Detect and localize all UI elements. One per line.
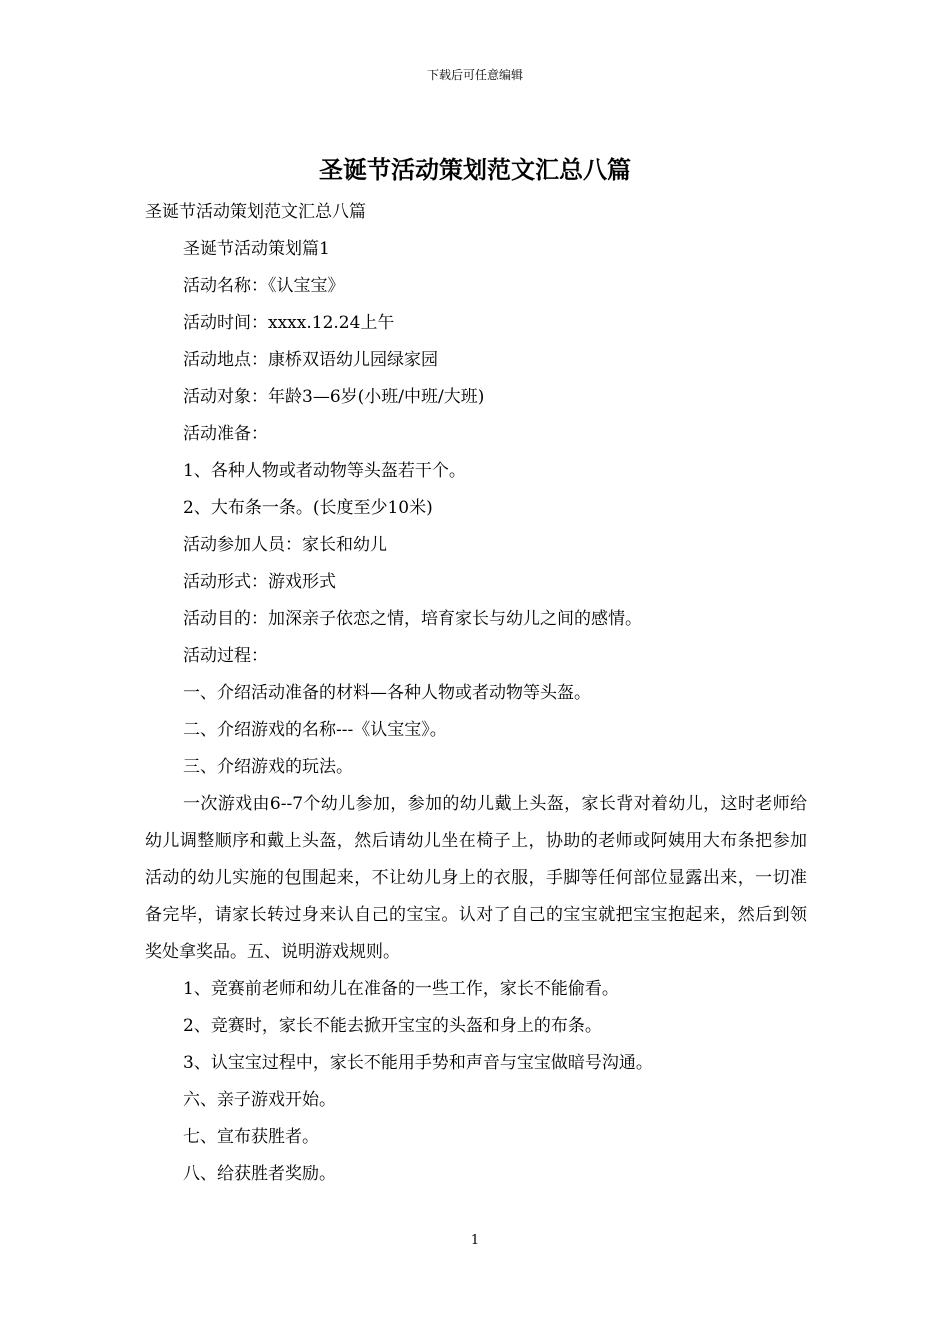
process-step: 七、宣布获胜者。: [183, 1127, 319, 1147]
rule-item: 1、竞赛前老师和幼儿在准备的一些工作，家长不能偷看。: [183, 979, 619, 999]
rule-item: 3、认宝宝过程中，家长不能用手势和声音与宝宝做暗号沟通。: [183, 1053, 653, 1073]
activity-goal: 活动目的：加深亲子依恋之情，培育家长与幼儿之间的感情。: [183, 609, 642, 629]
activity-preparation-heading: 活动准备：: [183, 424, 268, 444]
preparation-item: 1、各种人物或者动物等头盔若干个。: [183, 461, 466, 481]
process-step: 一、介绍活动准备的材料—各种人物或者动物等头盔。: [183, 683, 591, 703]
activity-process-heading: 活动过程：: [183, 646, 268, 666]
activity-name: 活动名称：《认宝宝》: [183, 276, 345, 296]
activity-participants: 活动参加人员：家长和幼儿: [183, 535, 387, 555]
activity-format: 活动形式：游戏形式: [183, 572, 336, 592]
header-note: 下载后可任意编辑: [426, 68, 523, 82]
game-description-paragraph: 一次游戏由6--7个幼儿参加，参加的幼儿戴上头盔，家长背对着幼儿，这时老师给幼儿调整顺序和戴上头盔，然后请幼儿坐在椅子上，协助的老师或阿姨用大布条把参加活动的幼儿实施的包围起来，不让幼儿身上的衣服，手脚等任何部位显露出来，一切准备完毕，请家长转过身来认自己的宝宝。认对了自己的宝宝就把宝宝抱起来，然后到领奖处拿奖品。五、说明游戏规则。: [145, 794, 807, 962]
activity-audience: 活动对象：年龄3—6岁(小班/中班/大班): [183, 387, 485, 407]
preparation-item: 2、大布条一条。(长度至少10米): [183, 498, 433, 518]
process-step: 二、介绍游戏的名称---《认宝宝》。: [183, 720, 447, 740]
activity-time: 活动时间：xxxx.12.24上午: [183, 313, 395, 333]
rule-item: 2、竞赛时，家长不能去掀开宝宝的头盔和身上的布条。: [183, 1016, 602, 1036]
page-number: 1: [470, 1233, 480, 1248]
document-body: [145, 194, 807, 1193]
process-step: 六、亲子游戏开始。: [183, 1090, 336, 1110]
document-subtitle: 圣诞节活动策划范文汇总八篇: [145, 202, 366, 222]
process-step: 八、给获胜者奖励。: [183, 1164, 336, 1184]
document-title: 圣诞节活动策划范文汇总八篇: [319, 155, 631, 184]
activity-location: 活动地点：康桥双语幼儿园绿家园: [183, 350, 438, 370]
section-heading: 圣诞节活动策划篇1: [183, 239, 330, 259]
process-step: 三、介绍游戏的玩法。: [183, 757, 353, 777]
